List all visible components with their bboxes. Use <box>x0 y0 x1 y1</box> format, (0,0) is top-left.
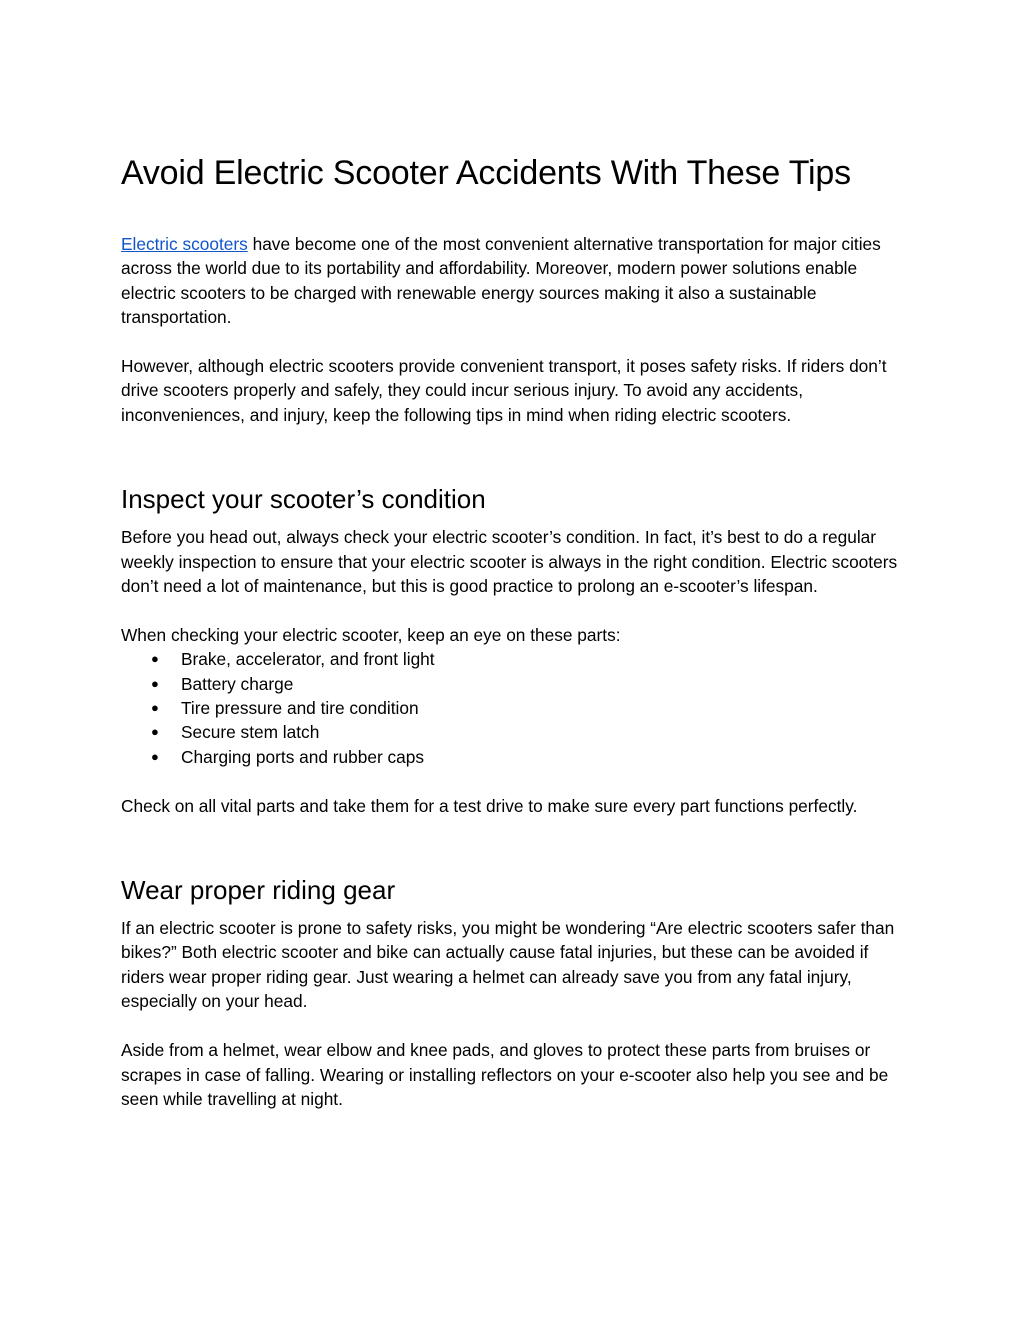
inspect-list-intro: When checking your electric scooter, keep an eye on these parts: <box>121 624 621 645</box>
inspect-parts-list <box>121 647 911 769</box>
list-item: ● Battery charge <box>121 672 911 696</box>
list-item: ● Tire pressure and tire condition <box>121 696 911 720</box>
document-title: Avoid Electric Scooter Accidents With These Tips <box>121 154 851 192</box>
intro-paragraph-1-text: have become one of the most convenient alternative transportation for major cities across the world due to its portability and affordability. Moreover, modern power solutions enable electric scooters to be charged with renewable energy sources making it also a sustainable transportation. <box>121 234 881 328</box>
gear-paragraph-1: If an electric scooter is prone to safety risks, you might be wondering “Are electric scooters safer than bikes?” Both electric scooter and bike can actually cause fatal injuries, but these can be avoided if riders wear proper riding gear. Just wearing a helmet can already save you from any fatal injury, especially on your head. <box>121 918 895 1012</box>
bullet-icon: ● <box>151 700 159 716</box>
intro-paragraph-1 <box>121 232 911 330</box>
section-heading-gear: Wear proper riding gear <box>121 875 396 906</box>
bullet-icon: ● <box>151 651 159 667</box>
bullet-icon: ● <box>151 724 159 740</box>
list-item: ● Brake, accelerator, and front light <box>121 647 911 671</box>
electric-scooters-link[interactable]: Electric scooters <box>121 234 248 254</box>
gear-paragraph-2: Aside from a helmet, wear elbow and knee pads, and gloves to protect these parts from bruises or scrapes in case of falling. Wearing or installing reflectors on your e-scooter also help you see and be seen while travelling at night. <box>121 1040 889 1109</box>
bullet-icon: ● <box>151 675 159 691</box>
list-item: ● Charging ports and rubber caps <box>121 745 911 769</box>
inspect-paragraph-1: Before you head out, always check your electric scooter’s condition. In fact, it’s best to do a regular weekly inspection to ensure that your electric scooter is always in the right condition. Electric scooters don’t need a lot of maintenance, but this is good practice to prolong an e-scooter’s lifespan. <box>121 527 898 597</box>
intro-paragraph-2: However, although electric scooters provide convenient transport, it poses safety risks. If riders don’t drive scooters properly and safely, they could incur serious injury. To avoid any accidents, inconveniences, and injury, keep the following tips in mind when riding electric scooters. <box>121 356 887 425</box>
document-page <box>121 152 911 1111</box>
inspect-paragraph-2: Check on all vital parts and take them for a test drive to make sure every part functions perfectly. <box>121 795 858 816</box>
bullet-icon: ● <box>151 748 159 764</box>
list-item: ● Secure stem latch <box>121 720 911 744</box>
section-heading-inspect: Inspect your scooter’s condition <box>121 484 486 515</box>
